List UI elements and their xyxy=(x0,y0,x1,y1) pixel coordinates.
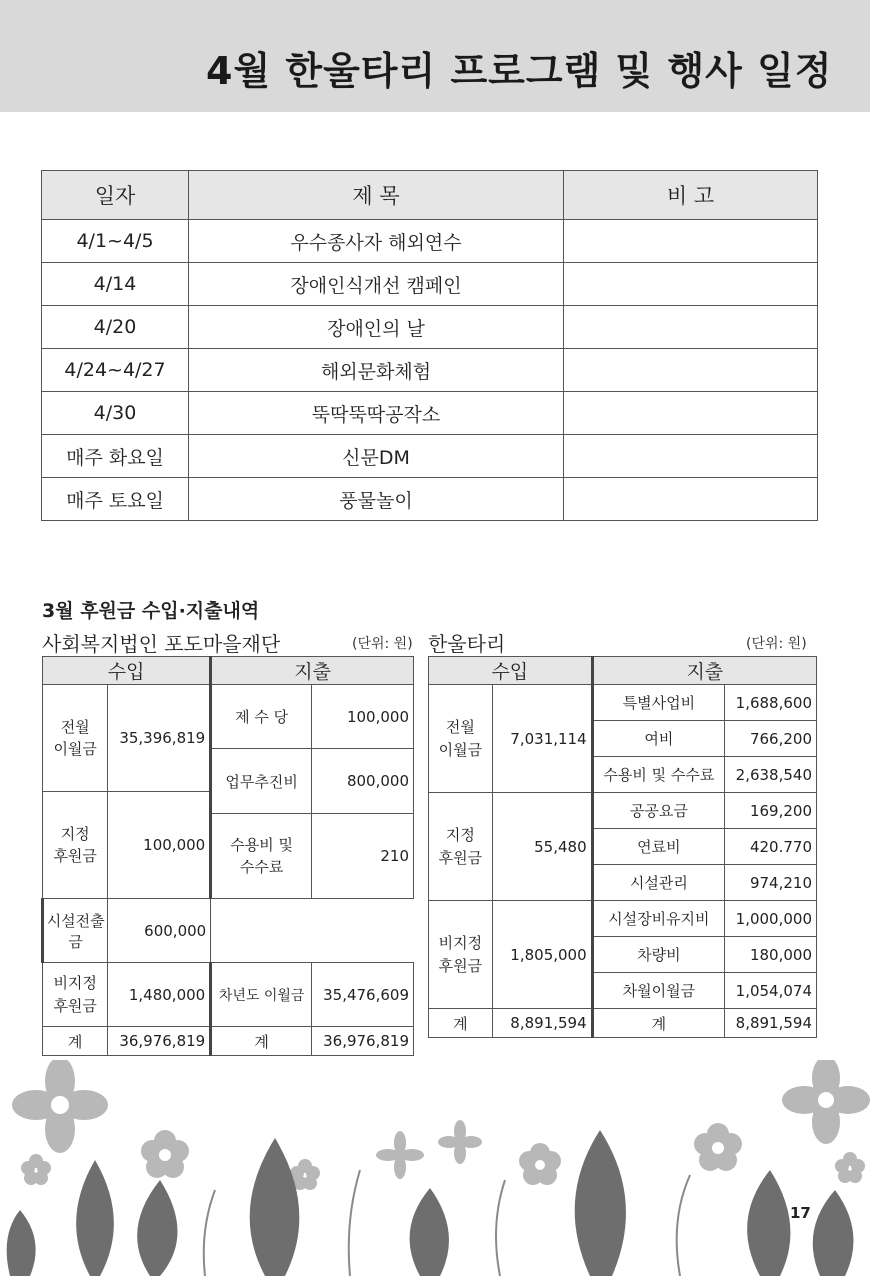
schedule-date: 4/14 xyxy=(42,263,189,306)
schedule-title: 장애인의 날 xyxy=(189,306,564,349)
left-expense-label: 업무추진비 xyxy=(211,749,312,814)
right-expense-value: 2,638,540 xyxy=(725,757,817,793)
schedule-title: 신문DM xyxy=(189,435,564,478)
left-expense-value: 800,000 xyxy=(312,749,414,814)
right-expense-total-label: 계 xyxy=(592,1009,724,1038)
schedule-note xyxy=(564,263,818,306)
right-expense-label: 여비 xyxy=(592,721,724,757)
right-expense-header: 지출 xyxy=(592,657,816,685)
right-org-name: 한울타리 xyxy=(428,632,506,656)
flower-icon xyxy=(438,1120,482,1164)
left-expense-header: 지출 xyxy=(211,657,414,685)
flower-icon xyxy=(835,1152,865,1183)
flower-icon xyxy=(12,1060,108,1153)
leaf-icon xyxy=(813,1190,854,1276)
right-income-total: 8,891,594 xyxy=(492,1009,592,1038)
flower-icon xyxy=(376,1131,424,1179)
leaf-icon xyxy=(137,1180,177,1276)
schedule-row xyxy=(42,392,818,435)
right-expense-label: 수용비 및 수수료 xyxy=(592,757,724,793)
schedule-note xyxy=(564,435,818,478)
left-income-total-label: 계 xyxy=(43,1027,108,1056)
page-title: 4월 한울타리 프로그램 및 행사 일정 xyxy=(206,49,833,93)
leaf-icon xyxy=(250,1138,300,1276)
finance-section-title: 3월 후원금 수입·지출내역 xyxy=(42,600,260,622)
right-finance-table xyxy=(428,656,817,1038)
stem-icon xyxy=(496,1180,505,1276)
schedule-date: 매주 화요일 xyxy=(42,435,189,478)
right-expense-value: 180,000 xyxy=(725,937,817,973)
left-finance-table xyxy=(41,656,414,1056)
schedule-header-row xyxy=(42,171,818,220)
left-org-name: 사회복지법인 포도마을재단 xyxy=(42,632,281,656)
right-expense-total: 8,891,594 xyxy=(725,1009,817,1038)
schedule-title: 해외문화체험 xyxy=(189,349,564,392)
flower-icon xyxy=(21,1154,51,1185)
col-note-header: 비 고 xyxy=(564,171,818,220)
right-income-value: 1,805,000 xyxy=(492,901,592,1009)
right-expense-value: 1,054,074 xyxy=(725,973,817,1009)
right-unit: (단위: 원) xyxy=(746,636,807,652)
leaf-icon xyxy=(575,1130,626,1276)
schedule-note xyxy=(564,220,818,263)
left-expense-value: 100,000 xyxy=(312,685,414,749)
flower-icon xyxy=(782,1060,870,1144)
right-expense-value: 1,000,000 xyxy=(725,901,817,937)
left-income-label: 지정 후원금 xyxy=(43,792,108,899)
schedule-date: 매주 토요일 xyxy=(42,478,189,521)
flower-icon xyxy=(519,1143,561,1185)
left-expense-value: 600,000 xyxy=(108,899,211,963)
right-expense-value: 169,200 xyxy=(725,793,817,829)
flower-icon xyxy=(694,1123,742,1171)
right-expense-label: 특별사업비 xyxy=(592,685,724,721)
col-title-header: 제 목 xyxy=(189,171,564,220)
left-income-total: 36,976,819 xyxy=(108,1027,211,1056)
left-expense-label: 시설전출금 xyxy=(43,899,108,963)
flower-icon xyxy=(141,1130,189,1178)
title-banner xyxy=(0,0,870,112)
left-income-value: 100,000 xyxy=(108,792,211,899)
left-unit: (단위: 원) xyxy=(352,636,413,652)
left-income-label: 전월 이월금 xyxy=(43,685,108,792)
stem-icon xyxy=(349,1170,360,1276)
right-expense-label: 연료비 xyxy=(592,829,724,865)
schedule-date: 4/1~4/5 xyxy=(42,220,189,263)
right-income-header: 수입 xyxy=(429,657,593,685)
schedule-row xyxy=(42,435,818,478)
left-expense-value: 210 xyxy=(312,814,414,899)
leaf-icon xyxy=(747,1170,790,1276)
schedule-date: 4/30 xyxy=(42,392,189,435)
left-expense-total: 36,976,819 xyxy=(312,1027,414,1056)
left-income-value: 35,396,819 xyxy=(108,685,211,792)
schedule-row xyxy=(42,306,818,349)
right-expense-label: 차월이월금 xyxy=(592,973,724,1009)
left-expense-label: 차년도 이월금 xyxy=(211,963,312,1027)
right-income-value: 55,480 xyxy=(492,793,592,901)
right-expense-value: 420.770 xyxy=(725,829,817,865)
leaf-icon xyxy=(7,1210,36,1276)
left-expense-value: 35,476,609 xyxy=(312,963,414,1027)
schedule-title: 우수종사자 해외연수 xyxy=(189,220,564,263)
right-expense-label: 공공요금 xyxy=(592,793,724,829)
right-income-label: 비지정 후원금 xyxy=(429,901,493,1009)
right-expense-value: 974,210 xyxy=(725,865,817,901)
right-expense-label: 차량비 xyxy=(592,937,724,973)
leaf-icon xyxy=(76,1160,114,1276)
left-income-header: 수입 xyxy=(43,657,211,685)
left-expense-total-label: 계 xyxy=(211,1027,312,1056)
right-expense-value: 766,200 xyxy=(725,721,817,757)
right-income-label: 전월 이월금 xyxy=(429,685,493,793)
right-expense-label: 시설장비유지비 xyxy=(592,901,724,937)
schedule-row xyxy=(42,220,818,263)
col-date-header: 일자 xyxy=(42,171,189,220)
schedule-note xyxy=(564,349,818,392)
schedule-date: 4/24~4/27 xyxy=(42,349,189,392)
schedule-title: 풍물놀이 xyxy=(189,478,564,521)
leaf-icon xyxy=(410,1188,449,1276)
page-number: 17 xyxy=(790,1204,811,1222)
left-income-label: 비지정 후원금 xyxy=(43,963,108,1027)
schedule-note xyxy=(564,306,818,349)
left-expense-label: 수용비 및 수수료 xyxy=(211,814,312,899)
schedule-note xyxy=(564,392,818,435)
right-expense-value: 1,688,600 xyxy=(725,685,817,721)
schedule-row xyxy=(42,478,818,521)
right-income-total-label: 계 xyxy=(429,1009,493,1038)
right-income-value: 7,031,114 xyxy=(492,685,592,793)
schedule-row xyxy=(42,263,818,306)
stem-icon xyxy=(677,1175,690,1276)
stem-icon xyxy=(204,1190,215,1276)
schedule-table xyxy=(41,170,818,521)
floral-footer-illustration xyxy=(0,1060,870,1276)
schedule-date: 4/20 xyxy=(42,306,189,349)
schedule-title: 뚝딱뚝딱공작소 xyxy=(189,392,564,435)
schedule-note xyxy=(564,478,818,521)
left-expense-label: 제 수 당 xyxy=(211,685,312,749)
left-income-value: 1,480,000 xyxy=(108,963,211,1027)
schedule-row xyxy=(42,349,818,392)
right-expense-label: 시설관리 xyxy=(592,865,724,901)
right-income-label: 지정 후원금 xyxy=(429,793,493,901)
schedule-title: 장애인식개선 캠페인 xyxy=(189,263,564,306)
